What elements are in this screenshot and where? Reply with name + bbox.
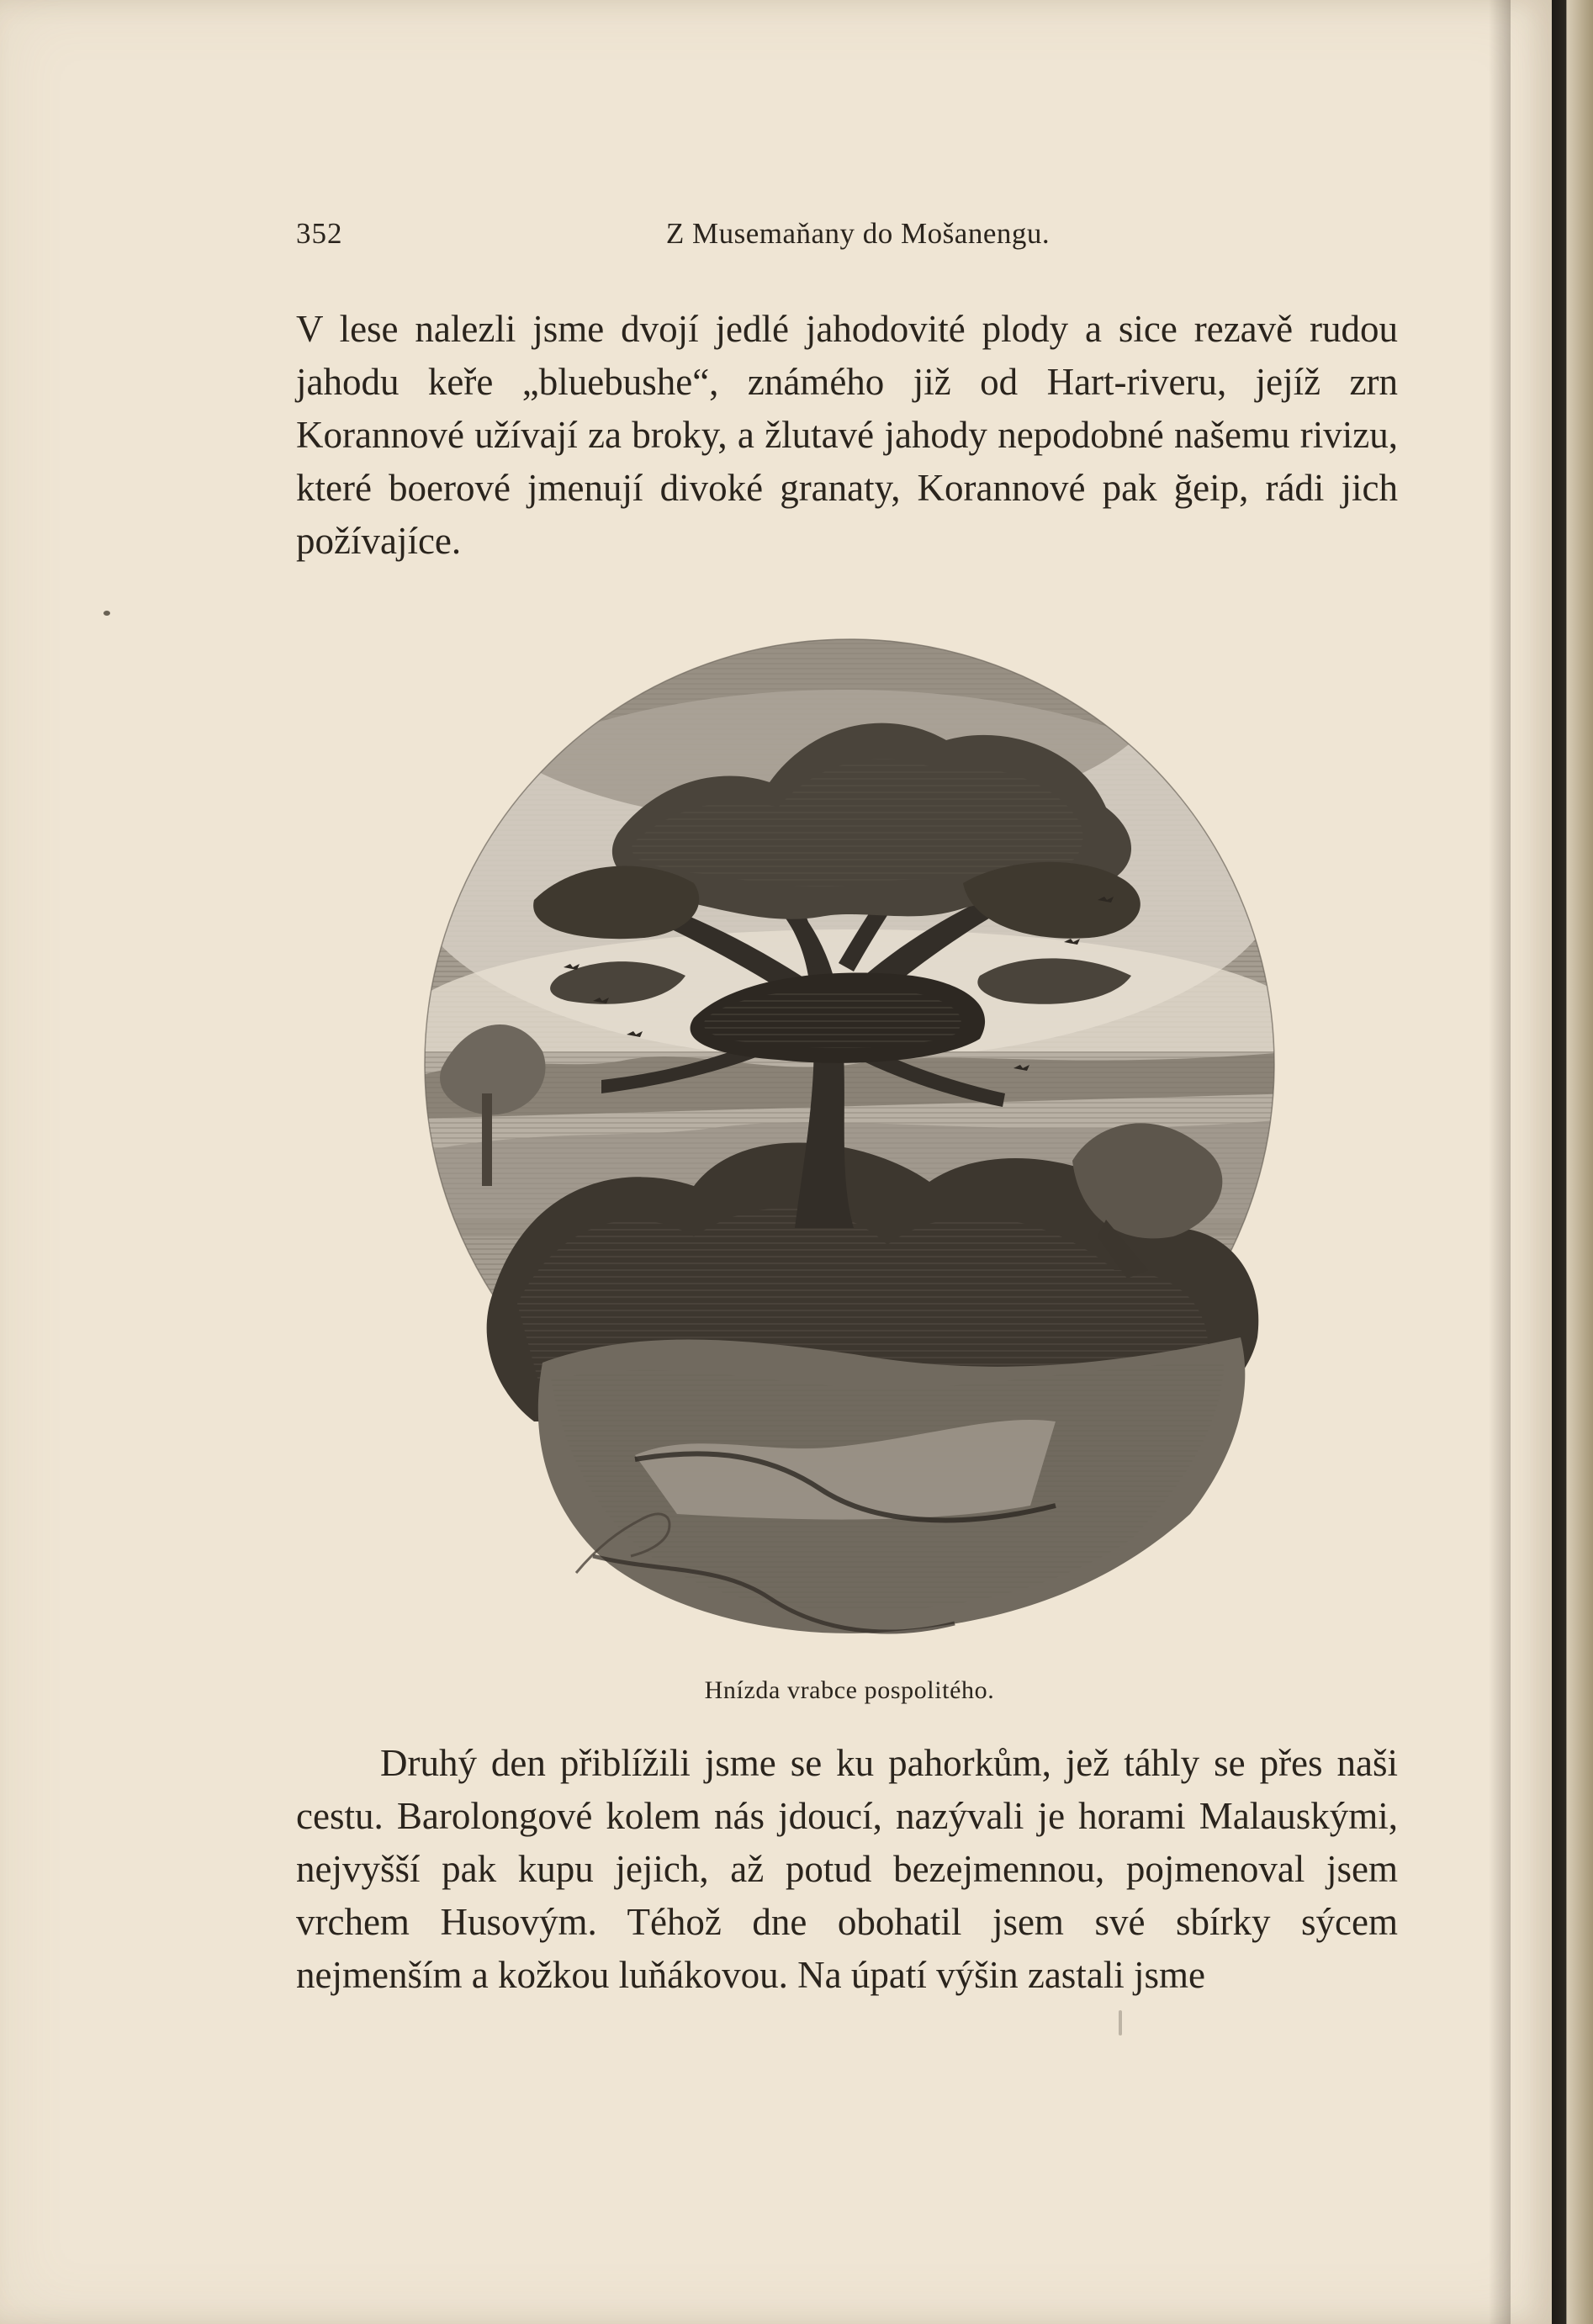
running-head [296,217,1398,259]
paper-mark [1119,2010,1122,2035]
tree-engraving [416,580,1295,1674]
paragraph-1: V lese nalezli jsme dvojí jedlé jahodovité plody a sice rezavě rudou jahodu keře „bluebushe“, známého již od Hart-riveru, jejíž zrn Korannové užívají za broky, a žlutavé jahody nepodobné našemu rivizu, které boerové jmenují divoké granaty, Korannové pak ğeip, rádi jich požívajíce. [296,308,1398,562]
page-number: 352 [296,217,343,250]
engraving-svg [416,580,1295,1674]
paper-speck [103,611,110,616]
illustration-caption: Hnízda vrabce pospolitého. [704,1676,995,1704]
page-running-title: Z Musemaňany do Mošanengu. [665,217,1051,250]
paragraph-2: Druhý den přiblížili jsme se ku pahorkům, jež táhly se přes naši cestu. Barolongové kolem nás jdoucí, nazývali je horami Malauskými, nejvyšší pak kupu jejich, až potud bezejmennou, pojmenoval jsem vrchem Husovým. Téhož dne obohatil jsem své sbírky sýcem nejmenším a kožkou luňákovou. Na úpatí výšin zastali jsme [296,1742,1398,1996]
page-edge-shadow [1489,0,1511,2324]
book-edge [1552,0,1593,2324]
